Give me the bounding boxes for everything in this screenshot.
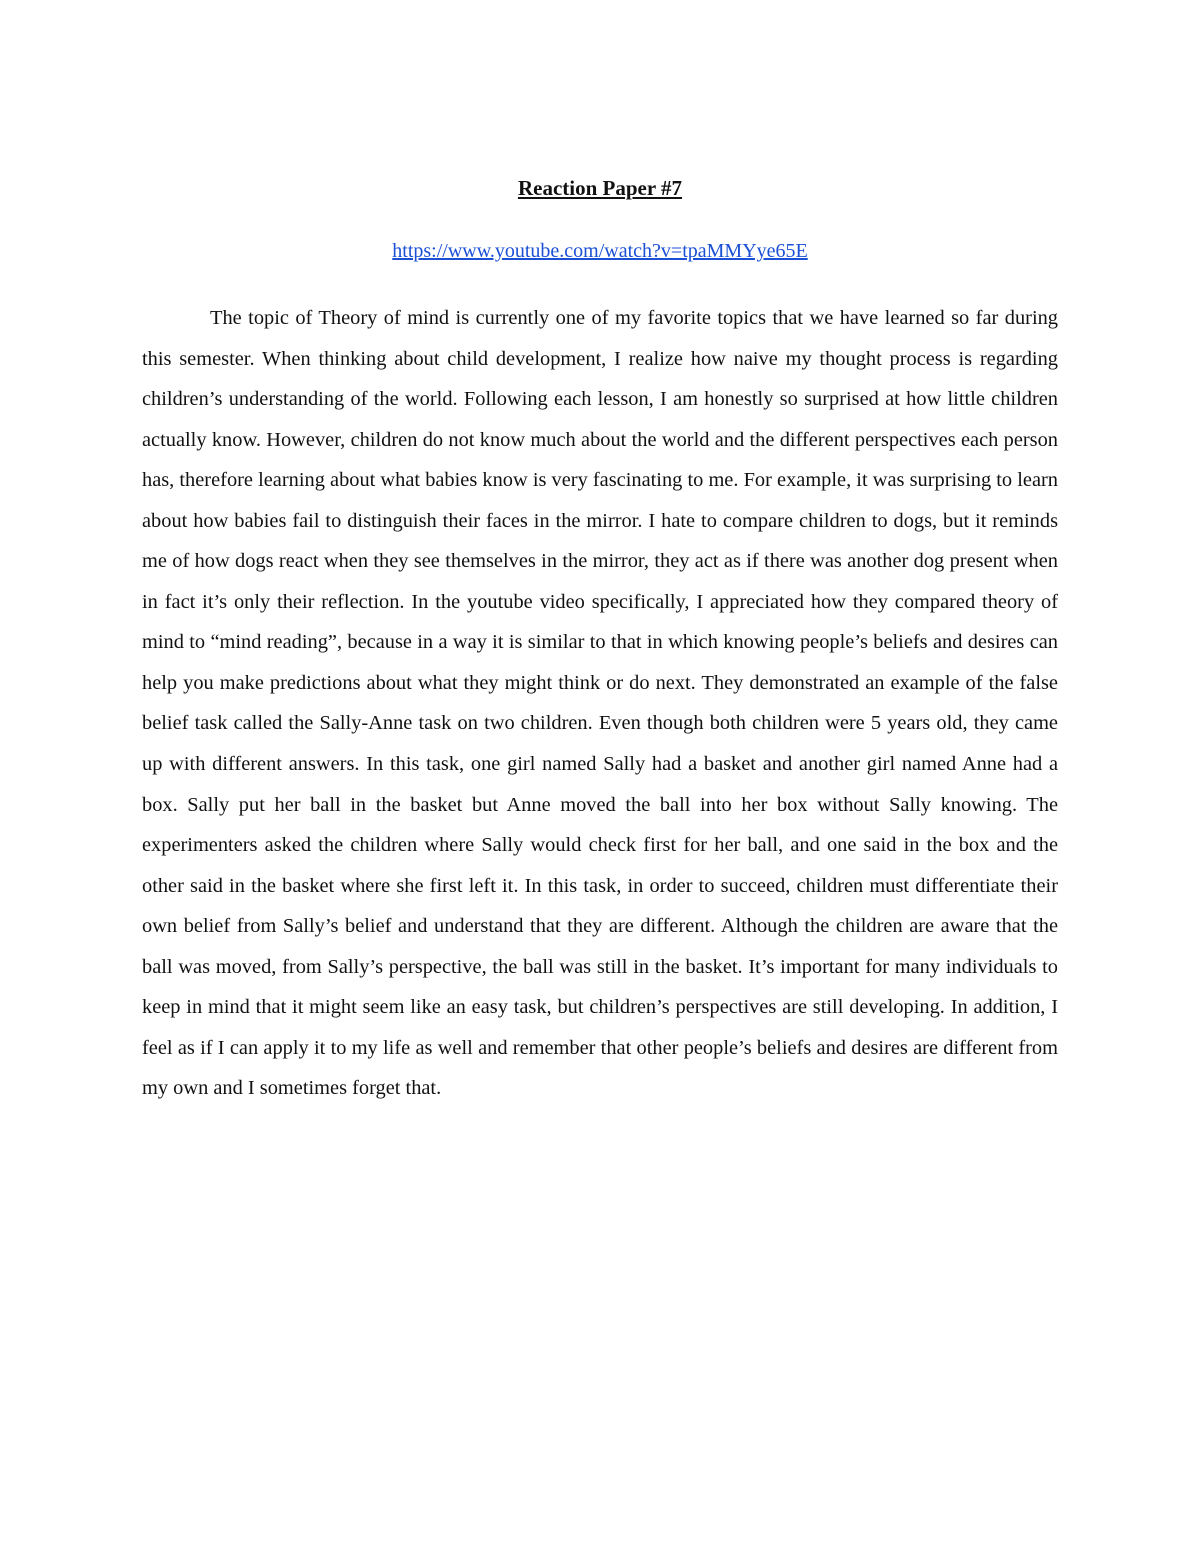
youtube-video-link[interactable]: https://www.youtube.com/watch?v=tpaMMYye65E <box>392 240 808 262</box>
body-paragraph: The topic of Theory of mind is currently one of my favorite topics that we have learned so far during this semester. When thinking about child development, I realize how naive my thought process is regarding children’s understanding of the world. Following each lesson, I am honestly so surprised at how little children actually know. However, children do not know much about the world and the different perspectives each person has, therefore learning about what babies know is very fascinating to me. For example, it was surprising to learn about how babies fail to distinguish their faces in the mirror. I hate to compare children to dogs, but it reminds me of how dogs react when they see themselves in the mirror, they act as if there was another dog present when in fact it’s only their reflection. In the youtube video specifically, I appreciated how they compared theory of mind to “mind reading”, because in a way it is similar to that in which knowing people’s beliefs and desires can help you make predictions about what they might think or do next. They demonstrated an example of the false belief task called the Sally-Anne task on two children. Even though both children were 5 years old, they came up with different answers. In this task, one girl named Sally had a basket and another girl named Anne had a box. Sally put her ball in the basket but Anne moved the ball into her box without Sally knowing. The experimenters asked the children where Sally would check first for her ball, and one said in the box and the other said in the basket where she first left it. In this task, in order to succeed, children must differentiate their own belief from Sally’s belief and understand that they are different. Although the children are aware that the ball was moved, from Sally’s perspective, the ball was still in the basket. It’s important for many individuals to keep in mind that it might seem like an easy task, but children’s perspectives are still developing. In addition, I feel as if I can apply it to my life as well and remember that other people’s beliefs and desires are different from my own and I sometimes forget that. <box>142 307 1058 1100</box>
paper-title: Reaction Paper #7 <box>517 176 683 200</box>
video-link-line <box>0 237 1200 265</box>
